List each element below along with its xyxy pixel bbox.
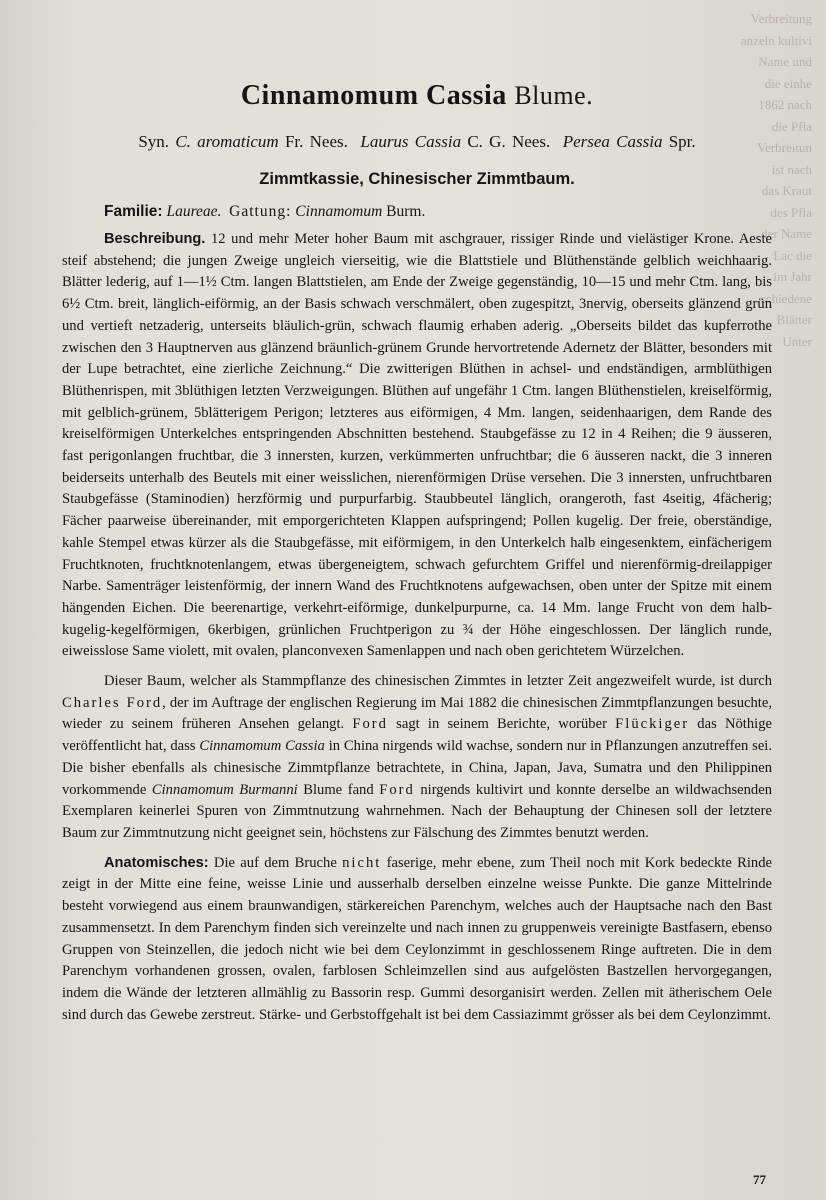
- bleed-line: Verbreitun: [757, 140, 812, 155]
- bleed-line: ist nach: [771, 161, 812, 177]
- anatomy-text: faserige, mehr ebene, zum Theil noch mit Kork bedeckte Rinde zeigt in der Mitte eine feine, weisse Linie und ausserhalb derselben einzelne weisse Punkte. Die ganze Mittelrinde besteht vorwiegend aus einem braunwandigen, stärkereichen Parenchym, welches auch der Hauptsache nach den Bast zusammensetzt. In dem Parenchym finden sich vereinzelte und nach innen zu gruppenweis vereinigte Bastfasern, ebenso Gruppen von Steinzellen, die jedoch nicht wie bei dem Ceylonzimmt in geschlossenem Ringe auftreten. Die in dem Parenchym vorhandenen grossen, ovalen, farblosen Schleimzellen sind aus aufgelösten Bastzellen hervorgegangen, indem die Wände der letzteren allmählig zu Bassorin resp. Gummi desorganisirt werden. Zellen mit ätherischem Oele sind durch das Gewebe zerstreut. Stärke- und Gerbstoffgehalt ist bei dem Cassiazimmt grösser als bei dem Ceylonzimmt.: [62, 854, 772, 1023]
- bleed-line: im Jahr: [773, 269, 812, 284]
- synonym-author: Fr. Nees.: [284, 132, 348, 151]
- family-value: Laureae.: [166, 203, 222, 220]
- article: [62, 80, 772, 1026]
- anatomy-heading: Anatomisches:: [104, 854, 209, 871]
- bleed-line: schiedene: [760, 290, 812, 306]
- page-number: 77: [753, 1172, 766, 1187]
- bleed-line: Lac die: [773, 247, 812, 263]
- genus-value: Cinnamomum: [295, 203, 383, 220]
- synonym-name: Persea Cassia: [562, 132, 663, 151]
- bleed-line: die einhe: [764, 75, 812, 91]
- synonym-author: C. G. Nees.: [467, 132, 551, 151]
- bleed-line: des Pfla: [770, 204, 812, 220]
- bleed-line: die Pfla: [771, 118, 812, 134]
- species-name: Cinnamomum Cassia: [240, 80, 507, 111]
- anatomy-paragraph: [62, 853, 772, 1027]
- bleed-line: Blätter: [776, 312, 812, 327]
- history-paragraph: [62, 671, 772, 845]
- history-text: , der im Auftrage der englischen Regierung im Mai 1882 die chinesischen Zimmtpflanzungen besuchte, wieder zu seinem früheren Ansehen gelangt.: [62, 694, 772, 733]
- synonym-name: C. aromaticum: [175, 132, 279, 151]
- bleed-line: Verbreitung: [750, 11, 812, 26]
- description-text: 12 und mehr Meter hoher Baum mit aschgrauer, rissiger Rinde und vielästiger Krone. Aeste steif abstehend; die jungen Zweige ungleich vierseitig, wie die Blattstiele und Blüthenstände gelblich weichhaarig. Blätter lederig, auf 1—1½ Ctm. langen Blattstielen, am Ende der Zweige gegenständig, 10—15 und mehr Ctm. lang, bis 6½ Ctm. breit, länglich-eiförmig, an der Basis schwach verschmälert, oben zugespitzt, 3nervig, oberseits glänzend grün und vertieft netzaderig, unterseits bläulich-grün, schwach flaumig erhaben aderig. „Oberseits bildet das kupferrothe zwischen den 3 Hauptnerven aus glänzend bräunlich-grünem Grunde hervortretende Adernetz der Blätter, besonders mit der Lupe betrachtet, eine zierliche Zeichnung.“ Die zwitterigen Blüthen in achsel- und endständigen, armblüthigen Blüthenrispen, mit 3blüthigen letzten Verzweigungen. Blüthen auf ungefähr 1 Ctm. langen Blüthenstielen, kreiselförmig, mit gelblich-grünem, 5blätterigem Perigon; letzteres aus eiförmigen, 4 Mm. langen, seidenhaarigen, dem Rande des kreiselförmigen Unterkelches entspringenden Abschnitten bestehend. Staubgefässe zu 12 in 4 Reihen; die 9 äusseren, fast perigonlangen fruchtbar, die 3 innersten, kurzen, verkümmerten unfruchtbar; die 6 äusseren nackt, die 3 inneren beiderseits unterhalb des Beutels mit einer weisslichen, nierenförmigen Drüse versehen. Die 3 innersten, unfruchtbaren Staubgefässe (Staminodien) herzförmig und purpurfarbig. Staubbeutel länglich, orangeroth, fast 4seitig, 4fächerig; Fächer paarweise übereinander, mit emporgerichteten Klappen aufspringend; Pollen kugelig. Der freie, oberständige, kahle Stempel etwas kürzer als die Staubgefässe, mit eiförmigem, in den Unterkelch halb eingesenktem, einfächerigem Fruchtknoten, fruchtknotenlangem, etwas übergeneigtem, schwach gefurchtem Griffel und nierenförmig-dreilappiger Narbe. Samenträger leistenförmig, der innern Wand des Fruchtknotens aufgewachsen, oben unter der Spitze mit einem hängenden Eichen. Die beerenartige, verkehrt-eiförmige, dunkelpurpurne, ca. 14 Mm. lange Frucht von dem halbkugelig-kegelförmigen, 6kerbigen, grünlichen Fruchtperigon zu ¾ der Höhe eingeschlossen. Der länglich runde, eiweisslose Same violett, mit ovalen, planconvexen Samenlappen und nach oben gerichtetem Würzelchen.: [62, 231, 772, 660]
- history-text: Blume fand: [297, 781, 380, 798]
- synonym-author: Spr.: [668, 132, 696, 151]
- synonym-prefix: Syn.: [138, 132, 170, 151]
- person-name: Ford: [379, 781, 415, 798]
- person-name: Charles Ford: [62, 694, 163, 711]
- synonyms: [62, 132, 772, 152]
- species-author: Blume.: [514, 81, 594, 110]
- page-title: [62, 80, 772, 112]
- species-mention: Cinnamomum Burmanni: [151, 781, 298, 798]
- common-name: Zimmtkassie, Chinesischer Zimmtbaum.: [259, 170, 575, 188]
- history-text: sagt in seinem Berichte, worüber: [387, 716, 616, 733]
- person-name: Flückiger: [615, 716, 690, 733]
- history-text: nirgends kultivirt und konnte derselbe an wildwachsenden Exemplaren keinerlei Spuren von Zimmtnutzung wahrnehmen. Nach der Behauptung der Chinesen soll der letztere Baum zur Zimmtnutzung nicht geeignet sein, höchstens zur Fälschung des Zimmtes benutzt werden.: [62, 781, 772, 841]
- bleed-line: 1862 nach: [758, 97, 812, 112]
- bleed-line: der Name: [761, 226, 812, 241]
- family-label: Familie:: [104, 203, 163, 220]
- emphasis-word: nicht: [342, 854, 382, 871]
- person-name: Ford: [352, 716, 388, 733]
- bleed-line: Name und: [758, 54, 812, 69]
- description-heading: Beschreibung.: [104, 231, 206, 247]
- genus-author: Burm.: [386, 203, 426, 220]
- bleed-line: Unter: [782, 333, 812, 349]
- bleed-line: das Kraut: [761, 183, 812, 198]
- synonym-name: Laurus Cassia: [360, 132, 462, 151]
- history-text: das Nöthige veröffentlicht hat, dass: [62, 716, 772, 755]
- genus-label: Gattung:: [229, 203, 292, 220]
- history-text: Dieser Baum, welcher als Stammpflanze des chinesischen Zimmtes in letzter Zeit angezweifelt wurde, ist durch: [104, 673, 772, 690]
- bleed-line: anzeln kultivi: [740, 32, 812, 48]
- description-paragraph: [62, 229, 772, 663]
- family-line: [62, 203, 772, 221]
- history-text: in China nirgends wild wachse, sondern nur in Pflanzungen anzutreffen sei. Die bisher ebenfalls als chinesische Zimmtpflanze betrachtete, in China, Japan, Java, Sumatra und den Philippinen vorkommende: [62, 738, 773, 798]
- anatomy-text: Die auf dem Bruche: [208, 854, 343, 871]
- species-mention: Cinnamomum Cassia: [199, 738, 325, 755]
